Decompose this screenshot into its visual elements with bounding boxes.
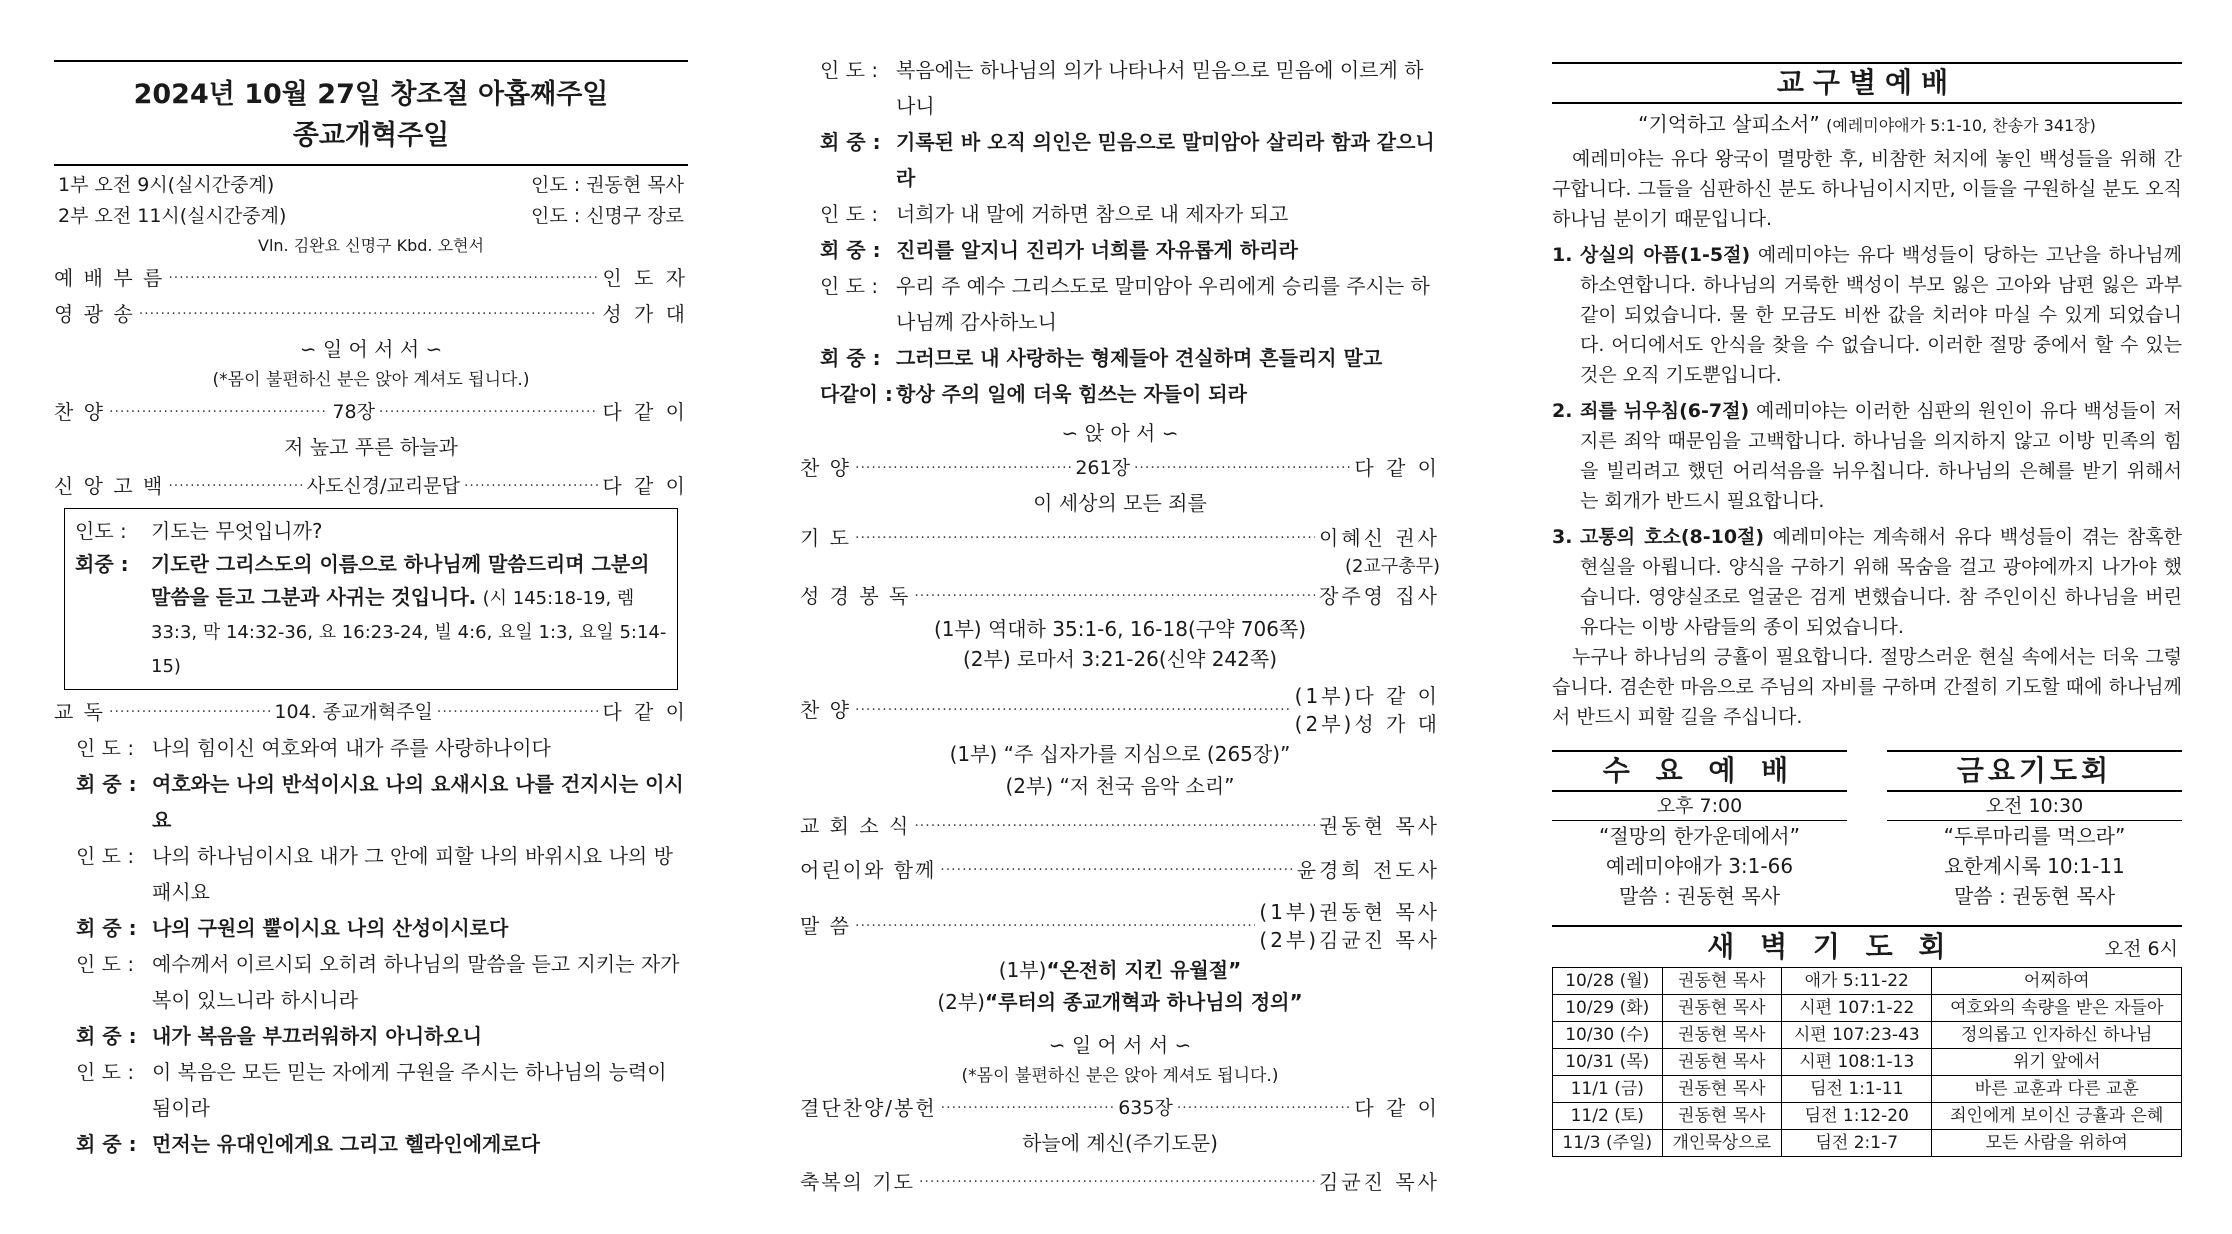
intro-paragraph: 예레미야는 유다 왕국이 멸망한 후, 비참한 처지에 놓인 백성들을 위해 간구합니다. 그들을 심판하신 분도 하나님이시지만, 이들을 구원하실 분도 오직 하나님 분이기 때문입니다.	[1552, 148, 2182, 230]
item-label: 영 광 송	[54, 302, 135, 326]
item-right: 다 같 이	[602, 700, 688, 724]
order-of-worship-part2	[800, 0, 1440, 1200]
wed-time: 오후 7:00	[1656, 795, 1743, 817]
leader-dots	[855, 450, 1071, 486]
table-row	[1553, 995, 2182, 1022]
table-row	[1553, 1103, 2182, 1130]
hymn-2	[800, 450, 1440, 486]
offering	[800, 1090, 1440, 1126]
reading-label: 인 도 :	[76, 736, 135, 760]
reading-text: 항상 주의 일에 더욱 힘쓰는 자들이 되라	[896, 382, 1247, 406]
table-cell: 바른 교훈과 다른 교훈	[1932, 1076, 2182, 1103]
table-cell: 딤전 1:12-20	[1782, 1103, 1932, 1130]
item-label: 말 씀	[800, 914, 851, 938]
service-2	[54, 201, 688, 232]
table-cell: 정의롭고 인자하신 하나님	[1932, 1022, 2182, 1049]
page-title: 2024년 10월 27일 창조절 아홉째주일	[133, 79, 609, 110]
item-label: 찬 양	[54, 400, 105, 424]
hymn-2-title: 이 세상의 모든 죄를	[1033, 491, 1207, 515]
item-right: 다 같 이	[602, 400, 688, 424]
reading-line	[820, 340, 1440, 376]
item-label: 성 경 봉 독	[800, 584, 911, 608]
stand-note: (*몸이 불편하신 분은 앉아 계셔도 됩니다.)	[212, 370, 530, 390]
leader-dots	[1177, 1090, 1351, 1126]
leader-dots	[437, 694, 598, 730]
benediction	[800, 1164, 1440, 1200]
leader-dots	[914, 808, 1315, 844]
order-of-worship-part1	[54, 0, 688, 1162]
reading-label: 인 도 :	[76, 1060, 135, 1084]
district-worship-title: 교구별예배	[1552, 62, 2182, 104]
leader-dots	[379, 394, 598, 430]
reading-text: 먼저는 유대인에게요 그리고 헬라인에게로다	[152, 1132, 540, 1156]
reading-text: 나의 하나님이시요 내가 그 안에 피할 나의 바위시요 나의 방패시요	[152, 844, 673, 904]
reading-line	[820, 124, 1440, 196]
point-number: 1.	[1552, 244, 1573, 266]
anthem-right-2: (2부)성 가 대	[1294, 712, 1440, 736]
reading-text: 이 복음은 모든 믿는 자에게 구원을 주시는 하나님의 능력이 됨이라	[152, 1060, 667, 1120]
leader-dots	[941, 1090, 1115, 1126]
reading-text: 복음에는 하나님의 의가 나타나서 믿음으로 믿음에 이르게 하나니	[896, 58, 1424, 118]
sermon-title-2	[800, 986, 1440, 1018]
point-item	[1552, 522, 2182, 642]
item-right: 다 같 이	[1354, 456, 1440, 480]
leader-dots	[940, 852, 1292, 888]
table-cell: 위기 앞에서	[1932, 1049, 2182, 1076]
anthem-2: (2부) “저 천국 음악 소리”	[1005, 774, 1235, 798]
wednesday-worship	[1552, 750, 1847, 911]
item-label: 교 회 소 식	[800, 814, 911, 838]
table-cell: 권동현 목사	[1662, 995, 1782, 1022]
reading-line	[76, 1054, 688, 1126]
leader-dots	[855, 908, 1255, 944]
table-cell: 권동현 목사	[1662, 968, 1782, 995]
catechism-question	[75, 515, 667, 548]
item-right: 인 도 자	[602, 266, 688, 290]
wed-text: 예레미야애가 3:1-66	[1605, 854, 1794, 878]
sermon-right-2: (2부)김균진 목사	[1259, 928, 1440, 952]
reading-text: 진리를 알지니 진리가 너희를 자유롭게 하리라	[896, 238, 1298, 262]
fri-title: 금요기도회	[1887, 750, 2182, 792]
item-right: 성 가 대	[602, 302, 688, 326]
reading-text: 우리 주 예수 그리스도로 말미암아 우리에게 승리를 주시는 하나님께 감사하노니	[896, 274, 1430, 334]
reading-text: 기도는 무엇입니까?	[151, 519, 323, 543]
reading-label: 인도 :	[75, 519, 127, 543]
musicians: Vln. 김완요 신명구 Kbd. 오현서	[258, 236, 484, 255]
table-row	[1553, 968, 2182, 995]
district-worship-section	[1552, 0, 2182, 1157]
page-subtitle: 종교개혁주일	[292, 120, 450, 151]
call-to-worship	[54, 260, 688, 296]
item-right: 이혜신 권사	[1319, 526, 1440, 550]
reading-label: 다같이 :	[820, 382, 893, 406]
reading-line	[820, 376, 1440, 412]
reading-line	[820, 52, 1440, 124]
leader-dots	[855, 692, 1291, 728]
item-right: 윤경희 전도사	[1296, 858, 1440, 882]
point-item	[1552, 240, 2182, 390]
subtitle-text: “기억하고 살피소서”	[1638, 112, 1820, 136]
friday-prayer	[1887, 750, 2182, 911]
sit-instruction: ∽ 앉 아 서 ∽	[1061, 421, 1179, 445]
responsive-lines	[54, 730, 688, 1162]
catechism-answer-text: 기도란 그리스도의 이름으로 하나님께 말씀드리며 그분의 말씀을 듣고 그분과 사귀는 것입니다.	[151, 552, 650, 609]
reading-label: 인 도 :	[820, 274, 879, 298]
anthem-right-1: (1부)다 같 이	[1294, 684, 1440, 708]
service-2-leader: 인도 : 신명구 장로	[531, 205, 684, 227]
leader-dots	[1134, 450, 1350, 486]
sermon-right-1: (1부)권동현 목사	[1259, 900, 1440, 924]
reading-line	[76, 910, 688, 946]
table-cell: 11/1 (금)	[1553, 1076, 1663, 1103]
table-cell: 권동현 목사	[1662, 1076, 1782, 1103]
stand-note-2: (*몸이 불편하신 분은 앉아 계셔도 됩니다.)	[961, 1066, 1279, 1086]
fri-text: 요한계시록 10:1-11	[1944, 854, 2125, 878]
table-cell: 11/2 (토)	[1553, 1103, 1663, 1130]
sermon-title-1	[800, 954, 1440, 986]
responsive-lines-cont	[800, 52, 1440, 412]
reading-label: 인 도 :	[76, 952, 135, 976]
table-cell: 권동현 목사	[1662, 1049, 1782, 1076]
gloria	[54, 296, 688, 332]
service-1-leader: 인도 : 권동현 목사	[531, 174, 684, 196]
lords-prayer: 하늘에 계신(주기도문)	[1022, 1131, 1218, 1155]
scripture-1: (1부) 역대하 35:1-6, 16-18(구약 706쪽)	[933, 617, 1307, 641]
sermon	[800, 898, 1440, 954]
leader-dots	[464, 468, 598, 504]
reading-text: 여호와는 나의 반석이시요 나의 요새시요 나를 건지시는 이시요	[152, 772, 684, 832]
reading-line	[76, 1018, 688, 1054]
item-label: 교 독	[54, 700, 105, 724]
table-cell: 10/29 (화)	[1553, 995, 1663, 1022]
table-cell: 10/28 (월)	[1553, 968, 1663, 995]
point-number: 2.	[1552, 400, 1573, 422]
table-row	[1553, 1049, 2182, 1076]
item-label: 신 앙 고 백	[54, 474, 165, 498]
point-text: 예레미야는 유다 백성들이 당하는 고난을 하나님께 하소연합니다. 하나님의 거룩한 백성이 부모 잃은 고아와 남편 잃은 과부같이 되었습니다. 물 한 모금도 비싼 값을 치러야 마실 수 있게 되었습니다. 어디에서도 안식을 찾을 수 없습니다. 이러한 절망 중에서 할 수 있는 것은 오직 기도뿐입니다.	[1580, 244, 2182, 386]
title-rule	[54, 164, 688, 166]
reading-label: 회 중 :	[820, 346, 881, 370]
fri-preacher: 말씀 : 권동현 목사	[1953, 884, 2116, 908]
hymn	[54, 394, 688, 430]
dawn-time: 오전 6시	[2104, 937, 2178, 960]
table-row	[1553, 1022, 2182, 1049]
reading-line	[76, 730, 688, 766]
item-label: 어린이와 함께	[800, 858, 937, 882]
point-text: 예레미야는 계속해서 유다 백성들이 겪는 참혹한 현실을 아룁니다. 양식을 구하기 위해 목숨을 걸고 광야에까지 나가야 했습니다. 영양실조로 얼굴은 검게 변했습니다. 참 주인이신 하나님을 버린 유다는 이방 사람들의 종이 되었습니다.	[1580, 526, 2182, 638]
stand-instruction-2: ∽ 일 어 서 서 ∽	[1048, 1033, 1192, 1057]
leader-dots	[109, 694, 270, 730]
point-heading: 죄를 뉘우침(6-7절)	[1580, 400, 1750, 422]
closing-paragraph: 누구나 하나님의 긍휼이 필요합니다. 절망스러운 현실 속에서는 더욱 그렇습니다. 겸손한 마음으로 주님의 자비를 구하며 간절히 기도할 때에 하나님께서 반드시 피할 길을 주십니다.	[1552, 646, 2182, 728]
service-1-time: 1부 오전 9시(실시간중계)	[58, 174, 275, 196]
reading-line	[76, 766, 688, 838]
reading-text: 나의 힘이신 여호와여 내가 주를 사랑하나이다	[152, 736, 551, 760]
scripture-2: (2부) 로마서 3:21-26(신약 242쪽)	[963, 647, 1277, 671]
point-item	[1552, 396, 2182, 516]
item-mid: 635장	[1118, 1097, 1173, 1119]
scripture	[800, 578, 1440, 614]
item-right: 권동현 목사	[1319, 814, 1440, 838]
reading-label: 회 중 :	[76, 916, 137, 940]
item-mid: 78장	[332, 401, 375, 423]
reading-label: 회 중 :	[76, 1024, 137, 1048]
item-mid: 104. 종교개혁주일	[274, 701, 433, 723]
point-text: 예레미야는 이러한 심판의 원인이 유다 백성들이 저지른 죄악 때문임을 고백합니다. 하나님을 의지하지 않고 이방 민족의 힘을 빌리려고 했던 어리석음을 뉘우칩니다. 하나님의 은혜를 받기 위해서는 회개가 반드시 필요합니다.	[1580, 400, 2182, 512]
reading-text: 나의 구원의 뿔이시요 나의 산성이시로다	[152, 916, 509, 940]
reading-line	[820, 232, 1440, 268]
table-cell: 어찌하여	[1932, 968, 2182, 995]
district-subtitle	[1552, 106, 2182, 144]
anthem	[800, 682, 1440, 738]
table-cell: 모든 사람을 위하여	[1932, 1130, 2182, 1157]
leader-dots	[168, 260, 598, 296]
sermon-1-pre: (1부)	[998, 958, 1047, 982]
dawn-schedule-table	[1552, 967, 2182, 1157]
table-cell: 시편 107:23-43	[1782, 1022, 1932, 1049]
point-heading: 상실의 아픔(1-5절)	[1580, 244, 1751, 266]
table-cell: 죄인에게 보이신 긍휼과 은혜	[1932, 1103, 2182, 1130]
item-right: 장주영 집사	[1319, 584, 1440, 608]
table-cell: 여호와의 속량을 받은 자들아	[1932, 995, 2182, 1022]
table-cell: 개인묵상으로	[1662, 1130, 1782, 1157]
leader-dots	[168, 468, 302, 504]
wed-title: 수 요 예 배	[1552, 750, 1847, 792]
reading-line	[820, 268, 1440, 340]
reading-text: 예수께서 이르시되 오히려 하나님의 말씀을 듣고 지키는 자가 복이 있느니라 하시니라	[152, 952, 680, 1012]
reading-line	[76, 838, 688, 910]
table-cell: 권동현 목사	[1662, 1022, 1782, 1049]
reading-text: 기록된 바 오직 의인은 믿음으로 말미암아 살리라 함과 같으니라	[896, 130, 1435, 190]
fri-time: 오전 10:30	[1985, 795, 2084, 817]
reading-label: 회중 :	[75, 552, 129, 576]
reading-text: 너희가 내 말에 거하면 참으로 내 제자가 되고	[896, 202, 1289, 226]
item-label: 기 도	[800, 526, 851, 550]
item-right: 다 같 이	[1354, 1096, 1441, 1120]
item-label: 찬 양	[800, 456, 851, 480]
reading-label: 인 도 :	[820, 58, 879, 82]
item-label: 예 배 부 름	[54, 266, 165, 290]
point-heading: 고통의 호소(8-10절)	[1580, 526, 1765, 548]
prayer-note: (2교구총무)	[1344, 556, 1440, 577]
creed	[54, 468, 688, 504]
table-cell: 권동현 목사	[1662, 1103, 1782, 1130]
reading-label: 회 중 :	[76, 772, 137, 796]
reading-label: 인 도 :	[820, 202, 879, 226]
leader-dots	[919, 1164, 1315, 1200]
sermon-2-text: “루터의 종교개혁과 하나님의 정의”	[984, 990, 1303, 1014]
catechism-refs: (시 145:18-19, 렘 33:3, 막 14:32-36, 요 16:23-24, 빌 4:6, 요일 1:3, 요일 5:14-15)	[151, 588, 667, 677]
service-2-time: 2부 오전 11시(실시간중계)	[58, 205, 287, 227]
table-cell: 10/30 (수)	[1553, 1022, 1663, 1049]
reading-text: 내가 복음을 부끄러워하지 아니하오니	[152, 1024, 483, 1048]
item-mid: 사도신경/교리문답	[306, 475, 460, 497]
dawn-header	[1552, 925, 2182, 967]
table-cell: 10/31 (목)	[1553, 1049, 1663, 1076]
responsive-reading	[54, 694, 688, 730]
service-1	[54, 170, 688, 201]
prayer	[800, 520, 1440, 556]
leader-dots	[855, 520, 1315, 556]
item-mid: 261장	[1075, 457, 1130, 479]
table-row	[1553, 1130, 2182, 1157]
reading-label: 인 도 :	[76, 844, 135, 868]
wed-preacher: 말씀 : 권동현 목사	[1618, 884, 1781, 908]
table-cell: 시편 107:1-22	[1782, 995, 1932, 1022]
catechism-box	[64, 508, 678, 690]
table-cell: 11/3 (주일)	[1553, 1130, 1663, 1157]
reading-label: 회 중 :	[820, 130, 881, 154]
with-children	[800, 852, 1440, 888]
leader-dots	[139, 296, 599, 332]
midweek-services	[1552, 750, 2182, 911]
table-cell: 시편 108:1-13	[1782, 1049, 1932, 1076]
fri-sermon: “두루마리를 먹으라”	[1887, 820, 2182, 851]
wed-sermon: “절망의 한가운데에서”	[1552, 820, 1847, 851]
reading-line	[76, 946, 688, 1018]
hymn-title: 저 높고 푸른 하늘과	[284, 435, 458, 459]
item-right: 김균진 목사	[1319, 1170, 1440, 1194]
table-cell: 딤전 1:1-11	[1782, 1076, 1932, 1103]
reading-line	[76, 1126, 688, 1162]
reading-label: 회 중 :	[76, 1132, 137, 1156]
item-right: 다 같 이	[602, 474, 688, 498]
top-rule	[54, 60, 688, 62]
table-cell: 딤전 2:1-7	[1782, 1130, 1932, 1157]
church-news	[800, 808, 1440, 844]
table-cell: 애가 5:11-22	[1782, 968, 1932, 995]
reading-label: 회 중 :	[820, 238, 881, 262]
item-label: 찬 양	[800, 698, 851, 722]
point-number: 3.	[1552, 526, 1573, 548]
stand-instruction: ∽ 일 어 서 서 ∽	[299, 337, 443, 361]
catechism-answer	[75, 548, 667, 683]
reading-line	[820, 196, 1440, 232]
item-label: 축복의 기도	[800, 1170, 915, 1194]
leader-dots	[109, 394, 328, 430]
item-label: 결단찬양/봉헌	[800, 1096, 937, 1120]
reading-text: 그러므로 내 사랑하는 형제들아 견실하며 흔들리지 말고	[896, 346, 1383, 370]
sermon-1-text: “온전히 지킨 유월절”	[1046, 958, 1242, 982]
sermon-2-pre: (2부)	[937, 990, 985, 1014]
subtitle-ref: (예레미야애가 5:1-10, 찬송가 341장)	[1826, 116, 2096, 135]
points-list	[1552, 240, 2182, 642]
leader-dots	[914, 578, 1315, 614]
dawn-title: 새 벽 기 도 회	[1707, 930, 1954, 963]
table-row	[1553, 1076, 2182, 1103]
anthem-1: (1부) “주 십자가를 지심으로 (265장)”	[949, 742, 1291, 766]
